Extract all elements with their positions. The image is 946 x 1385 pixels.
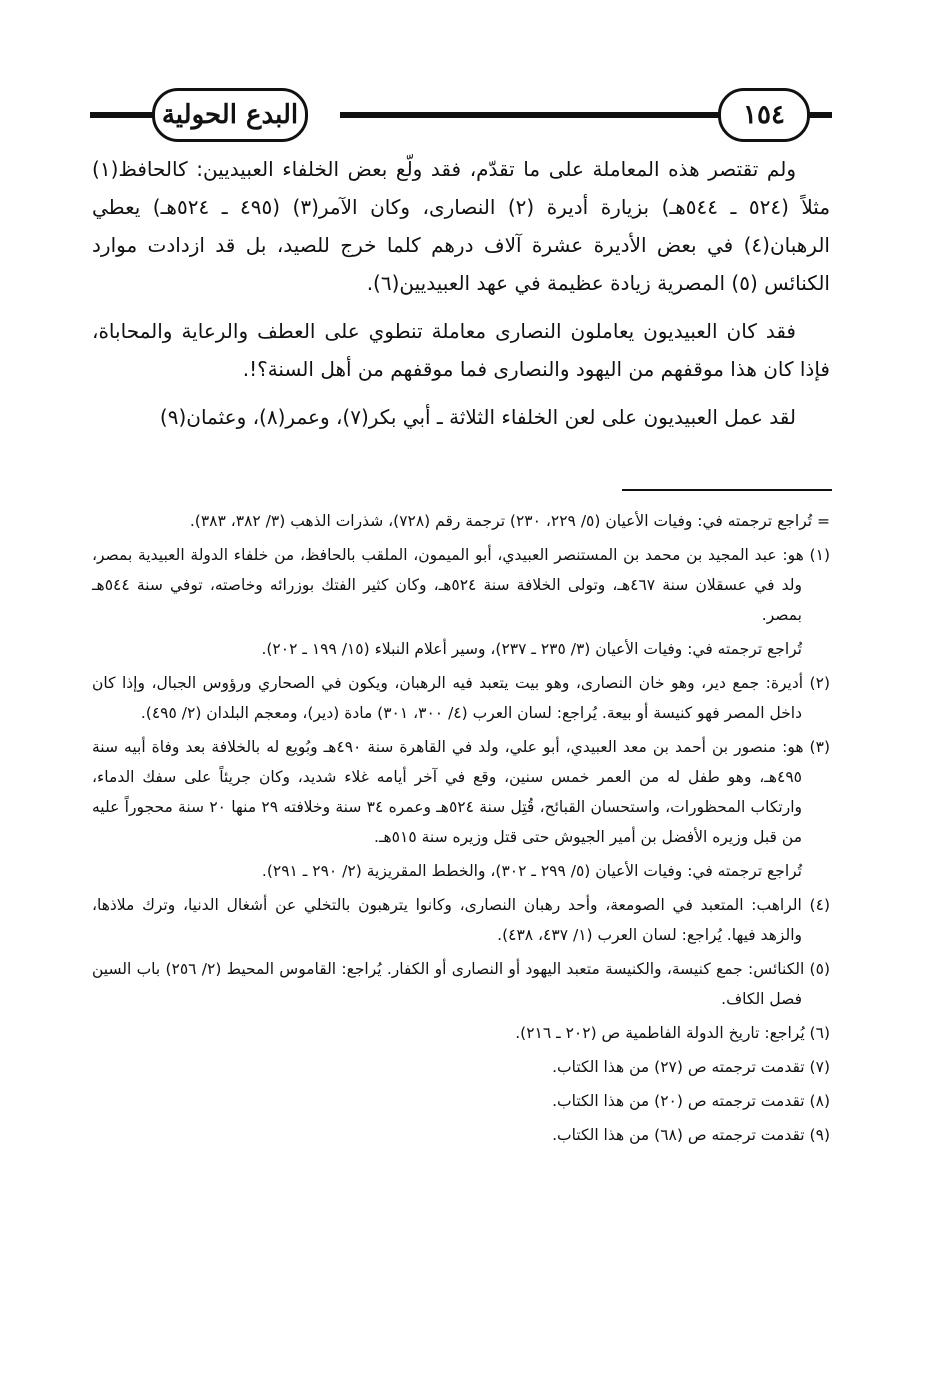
footnote-separator [622,489,832,491]
footnote-5: (٥) الكنائس: جمع كنيسة، والكنيسة متعبد اليهود أو النصارى أو الكفار. يُراجع: القاموس المحيط (٢/ ٢٥٦) باب السين فصل الكاف. [92,960,830,1008]
paragraph: لقد عمل العبيديون على لعن الخلفاء الثلاثة ـ أبي بكر(٧)، وعمر(٨)، وعثمان(٩) [159,405,796,429]
footnote-3: (٣) هو: منصور بن أحمد بن معد العبيدي، أبو علي، ولد في القاهرة سنة ٤٩٠هـ وبُويع له بالخلافة بعد وفاة أبيه سنة ٤٩٥هـ، وهو طفل له من العمر خمس سنين، وقع في آخر أيامه غلاء شديد، وكان جريئاً على سفك الدماء، وارتكاب المحظورات، واستحسان القبائح، قُتِل سنة ٥٢٤هـ وعمره ٣٤ سنة وخلافته ٢٩ منها ٢٠ سنة محجوراً عليه من قبل وزيره الأفضل بن أمير الجيوش حتى قتل وزيره سنة ٥١٥هـ. [92,738,830,846]
paragraph: فقد كان العبيديون يعاملون النصارى معاملة تنطوي على العطف والرعاية والمحاباة، فإذا كان هذا موقفهم من اليهود والنصارى فما موقفهم من أهل السنة؟!. [92,319,830,381]
footnote-1-source: تُراجع ترجمته في: وفيات الأعيان (٣/ ٢٣٥ ـ ٢٣٧)، وسير أعلام النبلاء (١٥/ ١٩٩ ـ ٢٠٢). [261,640,802,658]
paragraph: ولم تقتصر هذه المعاملة على ما تقدّم، فقد ولّع بعض الخلفاء العبيديين: كالحافظ(١) مثلاً (٥٢٤ ـ ٥٤٤هـ) بزيارة أديرة (٢) النصارى، وكان الآمر(٣) (٤٩٥ ـ ٥٢٤هـ) يعطي الرهبان(٤) في بعض الأديرة عشرة آلاف درهم كلما خرج للصيد، بل قد ازدادت موارد الكنائس (٥) المصرية زيادة عظيمة في عهد العبيديين(٦). [92,157,831,295]
footnote-6: (٦) يُراجع: تاريخ الدولة الفاطمية ص (٢٠٢ ـ ٢١٦). [515,1024,830,1042]
footnote-7: (٧) تقدمت ترجمته ص (٢٧) من هذا الكتاب. [552,1058,830,1076]
footnote-9: (٩) تقدمت ترجمته ص (٦٨) من هذا الكتاب. [552,1126,830,1144]
footnote-1: (١) هو: عبد المجيد بن محمد بن المستنصر العبيدي، أبو الميمون، الملقب بالحافظ، من خلفاء الدولة العبيدية بمصر، ولد في عسقلان سنة ٤٦٧هـ، وتولى الخلافة سنة ٥٢٤هـ، وكان كثير الفتك بوزرائه وخاصته، توفي سنة ٥٤٤هـ بمصر. [92,546,830,624]
page-number: ١٥٤ [718,88,810,142]
footnote-8: (٨) تقدمت ترجمته ص (٢٠) من هذا الكتاب. [552,1092,830,1110]
footnote-3-source: تُراجع ترجمته في: وفيات الأعيان (٥/ ٢٩٩ ـ ٣٠٢)، والخطط المقريزية (٢/ ٢٩٠ ـ ٢٩١). [261,862,802,880]
book-title: البدع الحولية [152,88,308,142]
footnotes [92,506,830,1154]
footnote-continuation: = تُراجع ترجمته في: وفيات الأعيان (٥/ ٢٢٩، ٢٣٠) ترجمة رقم (٧٢٨)، شذرات الذهب (٣/ ٣٨٢، ٣٨٣). [189,512,830,530]
page-header [90,88,832,140]
main-text [92,150,830,446]
footnote-4: (٤) الراهب: المتعبد في الصومعة، وأحد رهبان النصارى، وكانوا يترهبون بالتخلي عن أشغال الدنيا، وترك ملاذها، والزهد فيها. يُراجع: لسان العرب (١/ ٤٣٧، ٤٣٨). [92,896,830,944]
footnote-2: (٢) أديرة: جمع دير، وهو خان النصارى، وهو بيت يتعبد فيه الرهبان، ويكون في الصحاري ورؤوس الجبال، وإذا كان داخل المصر فهو كنيسة أو بيعة. يُراجع: لسان العرب (٤/ ٣٠٠، ٣٠١) مادة (دير)، ومعجم البلدان (٢/ ٤٩٥). [92,674,830,722]
